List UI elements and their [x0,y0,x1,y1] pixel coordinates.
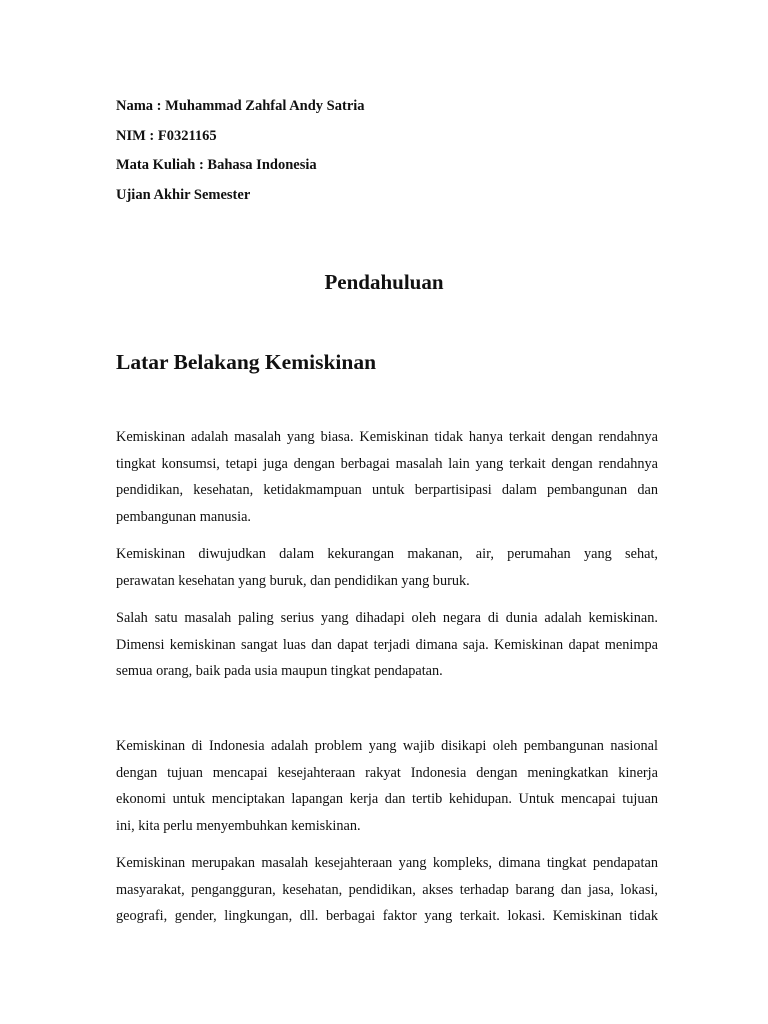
paragraph-line: ekonomi untuk menciptakan lapangan kerja dan tertib kehidupan. Untuk mencapai tujuan [116,791,658,808]
paragraph-4 [116,733,658,840]
paragraph-line: Salah satu masalah paling serius yang dihadapi oleh negara di dunia adalah kemiskinan. [116,610,658,626]
paragraph-3 [116,605,658,685]
paragraph-line: geografi, gender, lingkungan, dll. berbagai faktor yang terkait. lokasi. Kemiskinan tidak [116,908,658,925]
section-heading: Latar Belakang Kemiskinan [116,350,377,374]
paragraph-line: semua orang, baik pada usia maupun tingkat pendapatan. [116,663,443,680]
student-info-block [116,92,656,210]
course-line: Mata Kuliah : Bahasa Indonesia [116,157,317,173]
paragraph-line: masyarakat, pengangguran, kesehatan, pendidikan, akses terhadap barang dan jasa, lokasi, [116,881,658,898]
student-name-line: Nama : Muhammad Zahfal Andy Satria [116,98,365,114]
paragraph-line: Kemiskinan diwujudkan dalam kekurangan makanan, air, perumahan yang sehat, [116,546,658,562]
paragraph-line: tingkat konsumsi, tetapi juga dengan berbagai masalah lain yang terkait dengan rendahnya [116,455,658,472]
paragraph-line: dengan tujuan mencapai kesejahteraan rakyat Indonesia dengan meningkatkan kinerja [116,764,658,781]
exam-line: Ujian Akhir Semester [116,186,251,203]
paragraph-line: perawatan kesehatan yang buruk, dan pendidikan yang buruk. [116,572,470,589]
paragraph-line: Dimensi kemiskinan sangat luas dan dapat terjadi dimana saja. Kemiskinan dapat menimpa [116,636,658,653]
paragraph-line: ini, kita perlu menyembuhkan kemiskinan. [116,818,361,835]
paragraph-line: pembangunan manusia. [116,509,251,526]
paragraph-line: pendidikan, kesehatan, ketidakmampuan untuk berpartisipasi dalam pembangunan dan [116,482,658,499]
paragraph-2 [116,541,658,594]
paragraph-1 [116,424,658,531]
document-title: Pendahuluan [324,270,444,294]
paragraph-line: Kemiskinan adalah masalah yang biasa. Kemiskinan tidak hanya terkait dengan rendahnya [116,429,658,445]
paragraph-5 [116,850,658,930]
paragraph-line: Kemiskinan merupakan masalah kesejahteraan yang kompleks, dimana tingkat pendapatan [116,855,658,871]
student-nim-line: NIM : F0321165 [116,127,217,144]
paragraph-line: Kemiskinan di Indonesia adalah problem yang wajib disikapi oleh pembangunan nasional [116,738,658,754]
